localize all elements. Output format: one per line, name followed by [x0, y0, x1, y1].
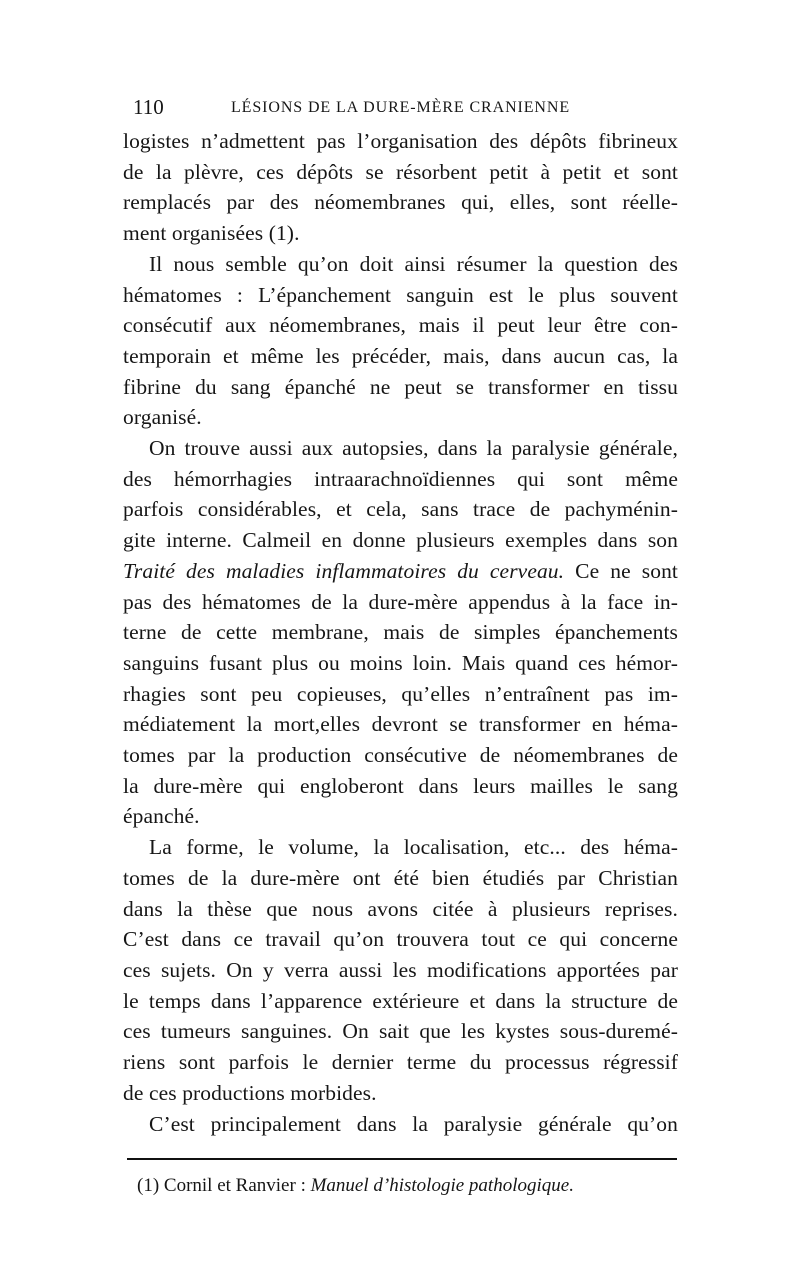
paragraph — [123, 126, 678, 249]
text-line: tomes par la production consécutive de néomembranes de — [123, 743, 678, 768]
text-line: fibrine du sang épanché ne peut se transformer en tissu — [123, 374, 678, 399]
text-line: riens sont parfois le dernier terme du processus régressif — [123, 1050, 678, 1075]
footnote-authors: Cornil et Ranvier : — [163, 1175, 306, 1197]
footnote — [137, 1173, 678, 1199]
text-line: ces sujets. On y verra aussi les modifications apportées par — [123, 957, 678, 982]
text-line: hématomes : L’épanchement sanguin est le plus souvent — [123, 282, 678, 307]
text-line: remplacés par des néomembranes qui, elles, sont réelle- — [123, 190, 678, 215]
text-line: dans la thèse que nous avons citée à plusieurs reprises. — [123, 896, 678, 921]
page-number: 110 — [133, 95, 164, 119]
text-line: Il nous semble qu’on doit ainsi résumer la question des — [149, 251, 678, 276]
paragraph — [123, 1109, 678, 1140]
paragraph — [123, 249, 678, 433]
text-line: ment organisées (1). — [123, 221, 300, 246]
text-line: logistes n’admettent pas l’organisation des dépôts fibrineux — [123, 129, 678, 153]
text-line: épanché. — [123, 804, 200, 829]
book-page — [123, 92, 678, 1199]
text-line: gite interne. Calmeil en donne plusieurs exemples dans son — [123, 528, 678, 553]
text-line: sanguins fusant plus ou moins loin. Mais quand ces hémor- — [123, 650, 678, 675]
text-line: C’est dans ce travail qu’on trouvera tout ce qui concerne — [123, 927, 678, 952]
text-line: C’est principalement dans la paralysie générale qu’on — [149, 1111, 678, 1136]
body-text — [123, 126, 678, 1139]
text-line: médiatement la mort,elles devront se transformer en héma- — [123, 712, 678, 737]
text-line: le temps dans l’apparence extérieure et dans la structure de — [123, 988, 678, 1013]
text-line: terne de cette membrane, mais de simples épanchements — [123, 620, 678, 645]
text-line: pas des hématomes de la dure-mère appendus à la face in- — [123, 589, 678, 614]
text-line: temporain et même les précéder, mais, dans aucun cas, la — [123, 343, 678, 368]
text-line: On trouve aussi aux autopsies, dans la paralysie générale, — [149, 436, 678, 461]
text-line: parfois considérables, et cela, sans trace de pachyménin- — [123, 497, 678, 522]
text-line: La forme, le volume, la localisation, etc... des héma- — [149, 835, 678, 860]
text-line: consécutif aux néomembranes, mais il peut leur être con- — [123, 313, 678, 338]
text-line: de la plèvre, ces dépôts se résorbent petit à petit et sont — [123, 159, 678, 184]
footnote-marker: (1) — [137, 1175, 160, 1197]
text-line: rhagies sont peu copieuses, qu’elles n’entraînent pas im- — [123, 681, 678, 706]
running-head-title: LÉSIONS DE LA DURE-MÈRE CRANIENNE — [231, 99, 571, 116]
footnote-title: Manuel d’histologie pathologique. — [310, 1175, 574, 1197]
paragraph — [123, 832, 678, 1108]
cited-work-title: Traité des maladies inflammatoires du cerveau. — [123, 558, 565, 583]
text-line: organisé. — [123, 405, 202, 430]
text-line-with-title — [123, 556, 678, 587]
text-line: ces tumeurs sanguines. On sait que les kystes sous-duremé- — [123, 1019, 678, 1044]
footnote-rule — [127, 1158, 677, 1160]
text-line: de ces productions morbides. — [123, 1080, 377, 1105]
text-line: tomes de la dure-mère ont été bien étudiés par Christian — [123, 865, 678, 890]
text-fragment: Ce ne sont — [564, 558, 678, 583]
text-line: des hémorrhagies intraarachnoïdiennes qui sont même — [123, 466, 678, 491]
running-head — [123, 92, 678, 122]
paragraph — [123, 433, 678, 832]
text-line: la dure-mère qui engloberont dans leurs mailles le sang — [123, 773, 678, 798]
